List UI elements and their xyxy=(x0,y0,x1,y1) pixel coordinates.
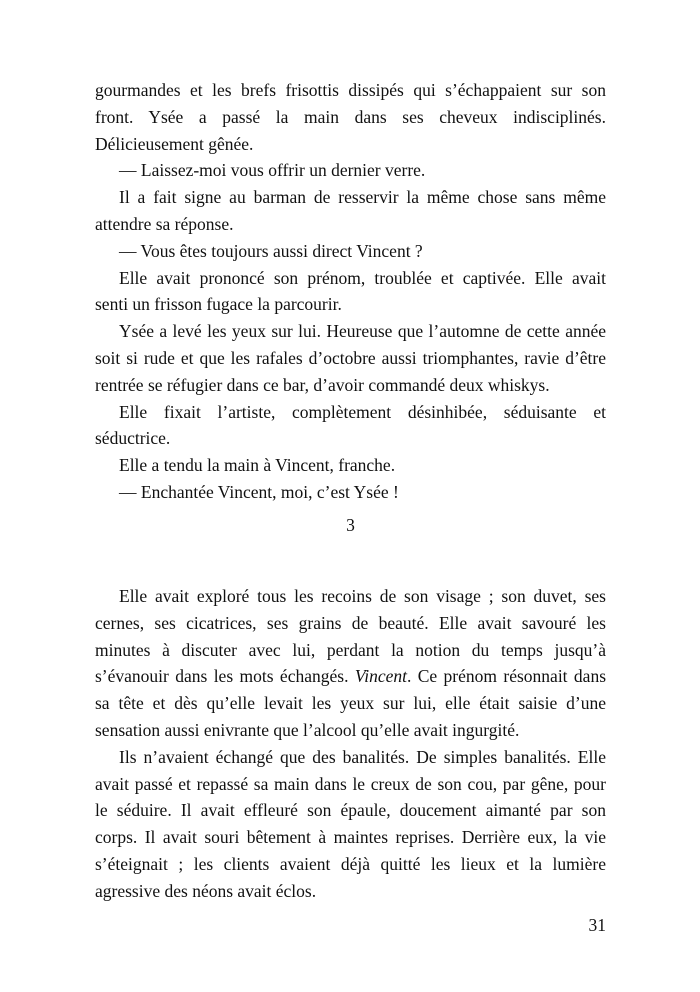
text-segment: s’évanouir dans les mots échangés. xyxy=(95,666,355,687)
text-line: Il a fait signe au barman de resservir la même chose sans même xyxy=(119,187,606,208)
dialogue-line: — Laissez-moi vous offrir un dernier verre. xyxy=(119,160,426,181)
dialogue-line: — Vous êtes toujours aussi direct Vincent ? xyxy=(119,240,423,261)
text-line: agressive des néons avait éclos. xyxy=(95,880,317,901)
text-line: Ysée a levé les yeux sur lui. Heureuse que l’automne de cette année xyxy=(119,321,606,342)
text-segment: . Ce prénom résonnait dans xyxy=(406,666,607,687)
text-line: front. Ysée a passé la main dans ses cheveux indisciplinés. xyxy=(95,106,606,127)
text-block-top xyxy=(95,77,606,506)
text-line: sensation aussi enivrante que l’alcool qu’elle avait ingurgité. xyxy=(95,719,520,740)
text-line: avait passé et repassé sa main dans le creux de son cou, par gêne, pour xyxy=(95,773,606,794)
text-line: attendre sa réponse. xyxy=(95,213,234,234)
text-block-bottom xyxy=(95,583,606,905)
book-page xyxy=(95,0,606,992)
text-line: sa tête et dès qu’elle levait les yeux sur lui, elle était saisie d’une xyxy=(95,693,606,714)
page-number: 31 xyxy=(588,915,606,935)
text-line: cernes, ses cicatrices, ses grains de beauté. Elle avait savouré les xyxy=(95,612,606,633)
text-line: Elle fixait l’artiste, complètement désinhibée, séduisante et xyxy=(119,401,606,422)
text-line: le séduire. Il avait effleuré son épaule, doucement aimanté par son xyxy=(95,800,606,821)
text-line: Elle avait exploré tous les recoins de son visage ; son duvet, ses xyxy=(119,586,606,606)
text-line: Elle avait prononcé son prénom, troublée et captivée. Elle avait xyxy=(119,267,606,288)
text-line: soit si rude et que les rafales d’octobre aussi triomphantes, ravie d’être xyxy=(95,347,606,368)
dialogue-line: — Enchantée Vincent, moi, c’est Ysée ! xyxy=(119,481,399,502)
text-line: minutes à discuter avec lui, perdant la notion du temps jusqu’à xyxy=(95,639,606,660)
text-line-with-italic xyxy=(95,663,606,690)
text-line: Ils n’avaient échangé que des banalités. De simples banalités. Elle xyxy=(119,746,606,767)
text-line: Elle a tendu la main à Vincent, franche. xyxy=(119,455,396,476)
text-line: s’éteignait ; les clients avaient déjà quitté les lieux et la lumière xyxy=(95,853,606,874)
text-line: séductrice. xyxy=(95,428,171,449)
text-line: senti un frisson fugace la parcourir. xyxy=(95,294,342,315)
text-line: rentrée se réfugier dans ce bar, d’avoir commandé deux whiskys. xyxy=(95,374,550,395)
chapter-number: 3 xyxy=(346,515,355,535)
text-line: corps. Il avait souri bêtement à maintes reprises. Derrière eux, la vie xyxy=(95,827,606,848)
italic-name: Vincent xyxy=(354,666,407,687)
text-line: Délicieusement gênée. xyxy=(95,133,254,154)
text-line: gourmandes et les brefs frisottis dissipés qui s’échappaient sur son xyxy=(95,80,606,100)
